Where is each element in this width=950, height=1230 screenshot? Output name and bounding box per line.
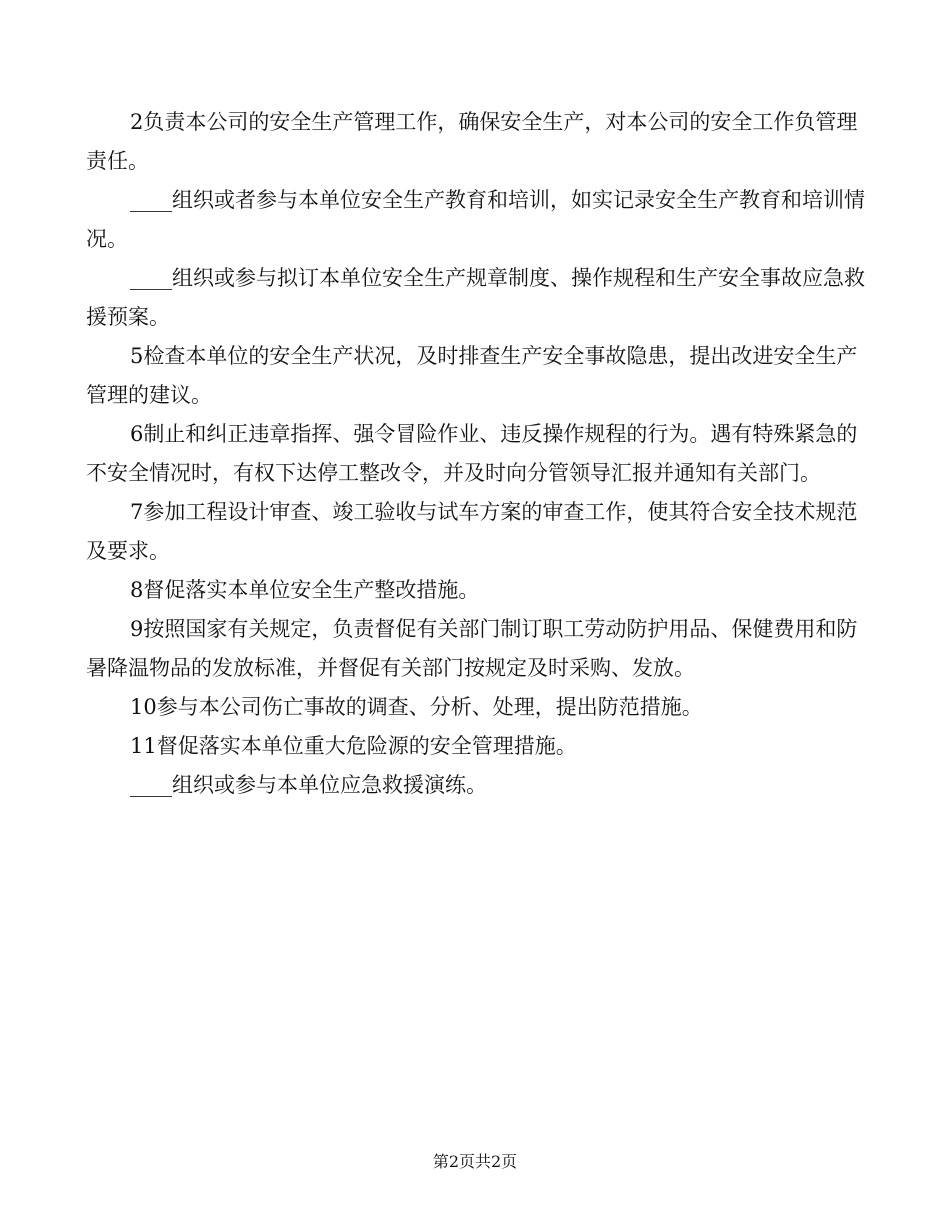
paragraph-item-4: ____组织或参与拟订本单位安全生产规章制度、操作规程和生产安全事故应急救援预案。 [86, 266, 865, 329]
paragraph-item-2: 2负责本公司的安全生产管理工作，确保安全生产，对本公司的安全工作负管理责任。 [86, 110, 858, 173]
paragraph-item-11: 11督促落实本单位重大危险源的安全管理措施。 [130, 734, 577, 758]
paragraph-item-6: 6制止和纠正违章指挥、强令冒险作业、违反操作规程的行为。遇有特殊紧急的不安全情况时，有权下达停工整改令，并及时向分管领导汇报并通知有关部门。 [86, 422, 858, 485]
paragraph-item-7: 7参加工程设计审查、竣工验收与试车方案的审查工作，使其符合安全技术规范及要求。 [86, 500, 858, 563]
page-number-footer: 第2页共2页 [432, 1152, 518, 1171]
paragraph-item-10: 10参与本公司伤亡事故的调查、分析、处理，提出防范措施。 [130, 695, 703, 719]
paragraph-item-12: ____组织或参与本单位应急救援演练。 [130, 773, 487, 797]
paragraph-item-9: 9按照国家有关规定，负责督促有关部门制订职工劳动防护用品、保健费用和防暑降温物品的发放标准，并督促有关部门按规定及时采购、发放。 [86, 617, 858, 680]
paragraph-item-3: ____组织或者参与本单位安全生产教育和培训，如实记录安全生产教育和培训情况。 [86, 188, 865, 251]
paragraph-item-5: 5检查本单位的安全生产状况，及时排查生产安全事故隐患，提出改进安全生产管理的建议。 [86, 344, 858, 407]
document-body [86, 103, 868, 805]
paragraph-item-8: 8督促落实本单位安全生产整改措施。 [130, 578, 480, 602]
